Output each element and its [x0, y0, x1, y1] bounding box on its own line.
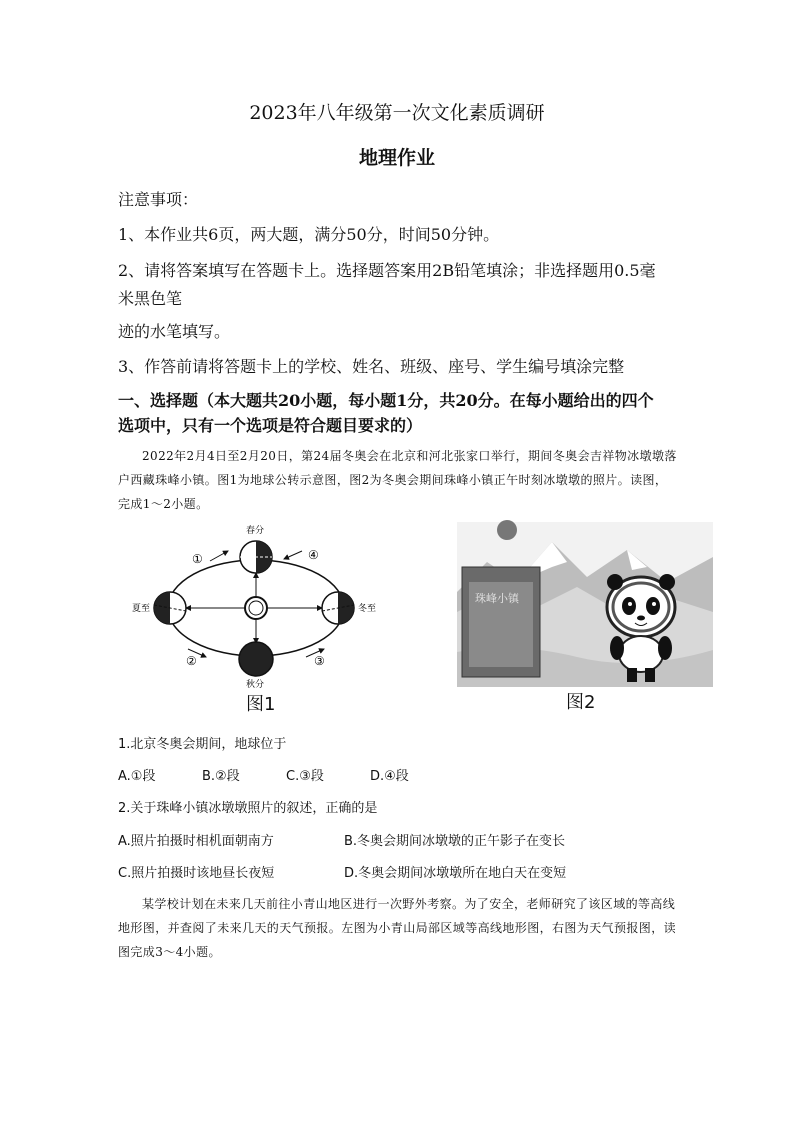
segment-1: ①: [192, 552, 203, 566]
figure-1-orbit-diagram: [132, 526, 388, 715]
sign-text: 珠峰小镇: [475, 592, 519, 605]
notes-item-2-line-1: 2、请将答案填写在答题卡上。选择题答案用2B铅笔填涂；非选择题用0.5毫: [118, 261, 656, 280]
label-spring: 春分: [246, 526, 265, 536]
question-1-option-d[interactable]: D.④段: [370, 769, 409, 784]
segment-2: ②: [186, 654, 197, 668]
label-summer: 夏至: [132, 604, 151, 614]
section-1-heading-line-1: 一、选择题（本大题共20小题，每小题1分，共20分。在每小题给出的四个: [118, 391, 654, 410]
segment-4: ④: [308, 548, 319, 562]
notes-item-3: 3、作答前请将答题卡上的学校、姓名、班级、座号、学生编号填涂完整: [118, 357, 625, 376]
figure-1-caption: 图1: [246, 694, 276, 715]
question-2-option-d[interactable]: D.冬奥会期间冰墩墩所在地白天在变短: [344, 866, 567, 881]
label-autumn: 秋分: [246, 680, 265, 690]
question-2-option-b[interactable]: B.冬奥会期间冰墩墩的正午影子在变长: [344, 834, 566, 849]
figure-2-caption: 图2: [566, 692, 596, 713]
earth-autumn-icon: [239, 642, 273, 676]
segment-3: ③: [314, 654, 325, 668]
paper-title: 2023年八年级第一次文化素质调研: [249, 102, 545, 124]
notes-heading: 注意事项：: [118, 190, 199, 209]
question-2-stem: 2.关于珠峰小镇冰墩墩照片的叙述，正确的是: [118, 801, 378, 816]
section-1-heading-line-2: 选项中，只有一个选项是符合题目要求的）: [118, 416, 423, 435]
question-1-option-c[interactable]: C.③段: [286, 769, 324, 784]
question-2-option-c[interactable]: C.照片拍摄时该地昼长夜短: [118, 866, 275, 881]
notes-item-2-line-3: 迹的水笔填写。: [118, 322, 231, 341]
passage-2: 某学校计划在未来几天前往小青山地区进行一次野外考察。为了安全，老师研究了该区域的等高线地形图，并查阅了未来几天的天气预报。左图为小青山局部区域等高线地形图，右图为天气预报图，读图完成3～4小题。: [118, 897, 677, 959]
question-1-stem: 1.北京冬奥会期间，地球位于: [118, 737, 287, 752]
notes-item-1: 1、本作业共6页，两大题，满分50分，时间50分钟。: [118, 225, 500, 244]
figure-2-photo: [457, 522, 713, 687]
label-winter: 冬至: [358, 604, 377, 614]
passage-1: 2022年2月4日至2月20日，第24届冬奥会在北京和河北张家口举行，期间冬奥会吉祥物冰墩墩落户西藏珠峰小镇。图1为地球公转示意图，图2为冬奥会期间珠峰小镇正午时刻冰墩墩的照片。读图，完成1～2小题。: [118, 449, 677, 511]
question-1-option-a[interactable]: A.①段: [118, 769, 156, 784]
question-1-option-b[interactable]: B.②段: [202, 769, 240, 784]
notes-item-2-line-2: 米黑色笔: [118, 289, 183, 308]
question-2-option-a[interactable]: A.照片拍摄时相机面朝南方: [118, 834, 274, 849]
sun-icon: [245, 597, 267, 619]
paper-subject: 地理作业: [358, 147, 435, 169]
